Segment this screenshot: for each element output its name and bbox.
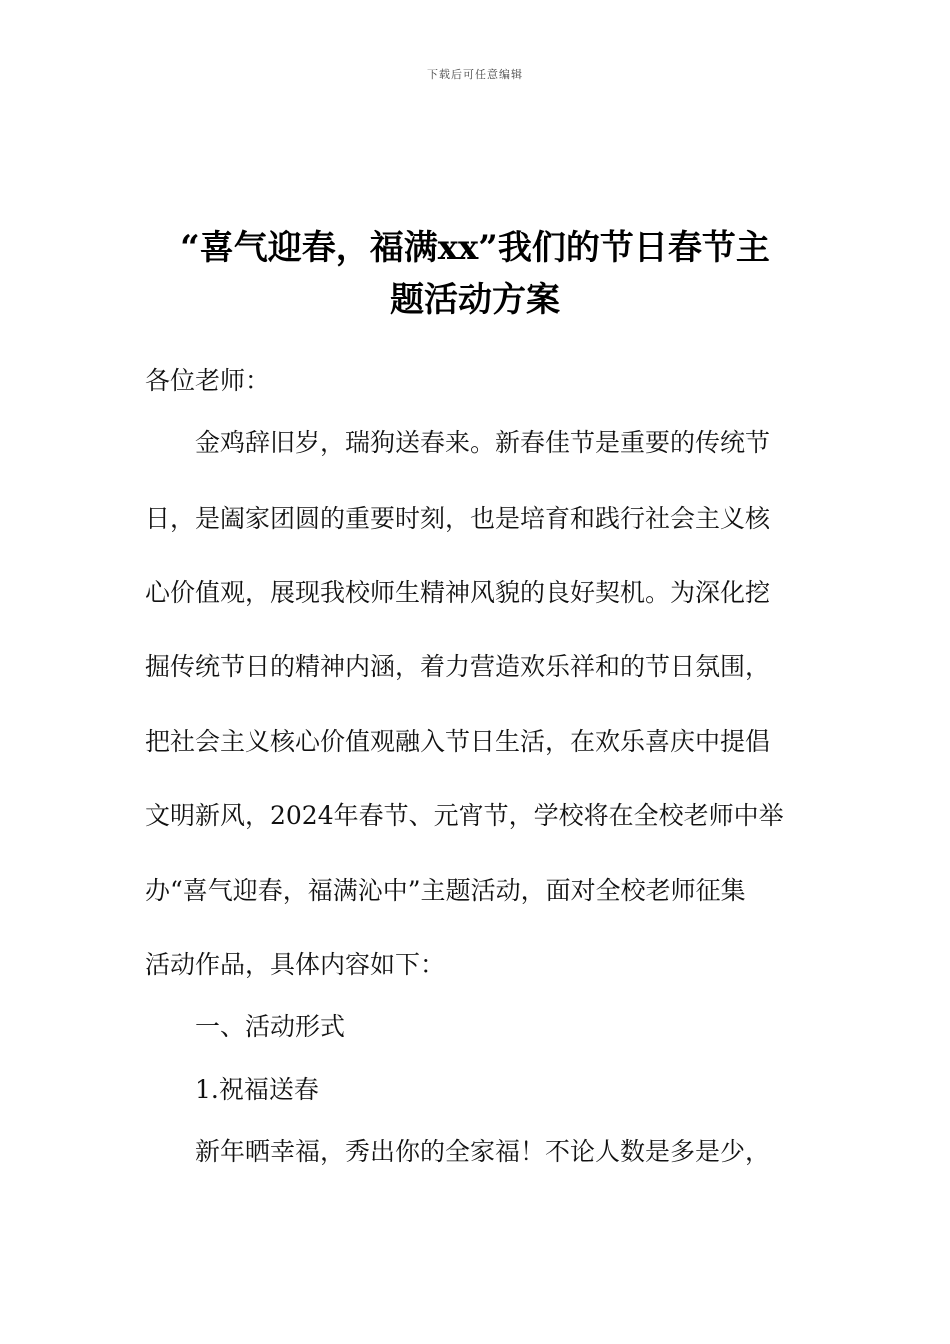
title-line-1: “喜气迎春，福满xx”我们的节日春节主: [180, 228, 770, 268]
paragraph-line: 日，是阖家团圆的重要时刻，也是培育和践行社会主义核: [145, 504, 771, 533]
paragraph-line: 掘传统节日的精神内涵，着力营造欢乐祥和的节日氛围，: [145, 652, 771, 681]
salutation: 各位老师：: [145, 366, 271, 395]
paragraph-line: 新年晒幸福，秀出你的全家福！不论人数是多是少，: [195, 1137, 771, 1166]
paragraph-line: 办“喜气迎春，福满沁中”主题活动，面对全校老师征集: [145, 876, 746, 905]
subsection-heading: 1.祝福送春: [195, 1075, 319, 1104]
paragraph-line: 文明新风，2024年春节、元宵节，学校将在全校老师中举: [145, 801, 784, 830]
document-title: [140, 222, 810, 326]
paragraph-line: 把社会主义核心价值观融入节日生活，在欢乐喜庆中提倡: [145, 727, 771, 756]
title-line-2: 题活动方案: [390, 280, 560, 320]
paragraph-line: 活动作品，具体内容如下：: [145, 950, 446, 979]
header-note: 下载后可任意编辑: [427, 68, 523, 81]
section-heading: 一、活动形式: [195, 1012, 346, 1041]
paragraph-line: 心价值观，展现我校师生精神风貌的良好契机。为深化挖: [145, 578, 771, 607]
paragraph-line: 金鸡辞旧岁，瑞狗送春来。新春佳节是重要的传统节: [195, 428, 771, 457]
